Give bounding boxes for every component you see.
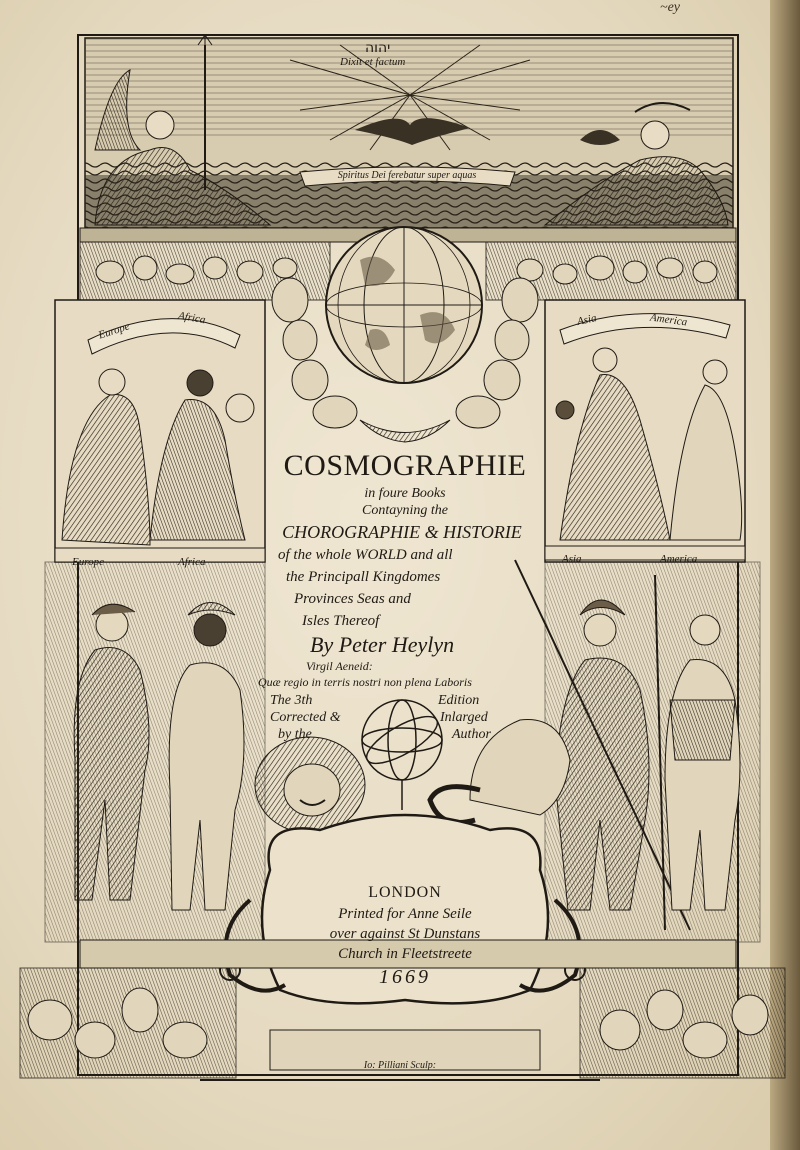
- subtitle-whole-world: of the whole WORLD and all: [278, 547, 453, 563]
- epigraph-quote: Quæ regio in terris nostri non plena Laboris: [258, 675, 472, 689]
- panel-lower-left: [45, 562, 265, 942]
- subtitle-books: in foure Books: [364, 486, 446, 501]
- label-africa: Africa: [178, 556, 206, 568]
- panel-asia-america: [545, 300, 745, 562]
- elephant: [430, 720, 570, 823]
- banner-asia: Asia: [575, 312, 598, 328]
- subtitle-kingdoms: the Principall Kingdomes: [286, 569, 441, 585]
- banner-africa: Africa: [177, 309, 207, 327]
- label-asia: Asia: [562, 553, 582, 565]
- armillary-sphere: [360, 700, 443, 810]
- edition-right: Edition: [438, 693, 480, 708]
- imprint-church: Church in Fleetstreete: [338, 946, 472, 962]
- subtitle-chorographie: CHOROGRAPHIE & HISTORIE: [282, 522, 522, 542]
- water-motto: Spiritus Dei ferebatur super aquas: [337, 170, 477, 181]
- banner-america: America: [649, 311, 688, 329]
- engraver-signature: Io: Pilliani Sculp:: [363, 1060, 437, 1071]
- sun-motto: Dixit et factum: [340, 56, 406, 68]
- banner-europe: Europe: [96, 320, 132, 342]
- tetragrammaton: יהוה: [365, 40, 391, 56]
- epigraph-source: Virgil Aeneid:: [306, 659, 373, 673]
- by-left: by the: [278, 727, 312, 742]
- corner-handwriting: ~ey: [660, 0, 681, 15]
- panel-europe-africa: [55, 300, 265, 562]
- author-line: By Peter Heylyn: [310, 632, 455, 657]
- label-europe: Europe: [72, 556, 104, 568]
- imprint-address: over against St Dunstans: [329, 926, 481, 942]
- imprint-printer: Printed for Anne Seile: [338, 906, 472, 922]
- subtitle-containing: Contayning the: [362, 503, 448, 518]
- imprint-year: 1669: [379, 966, 431, 988]
- lion: [255, 737, 365, 833]
- top-panel: [85, 35, 733, 228]
- globe: [326, 227, 482, 383]
- subtitle-isles: Isles Thereof: [302, 613, 380, 629]
- main-title: COSMOGRAPHIE: [283, 449, 527, 482]
- subtitle-provinces: Provinces Seas and: [294, 591, 411, 607]
- imprint-city: LONDON: [368, 884, 442, 901]
- corrected-left: Corrected &: [270, 710, 341, 725]
- by-right: Author: [452, 727, 491, 742]
- edition-left: The 3th: [270, 693, 313, 708]
- corrected-right: Inlarged: [440, 710, 488, 725]
- label-america: America: [660, 553, 698, 565]
